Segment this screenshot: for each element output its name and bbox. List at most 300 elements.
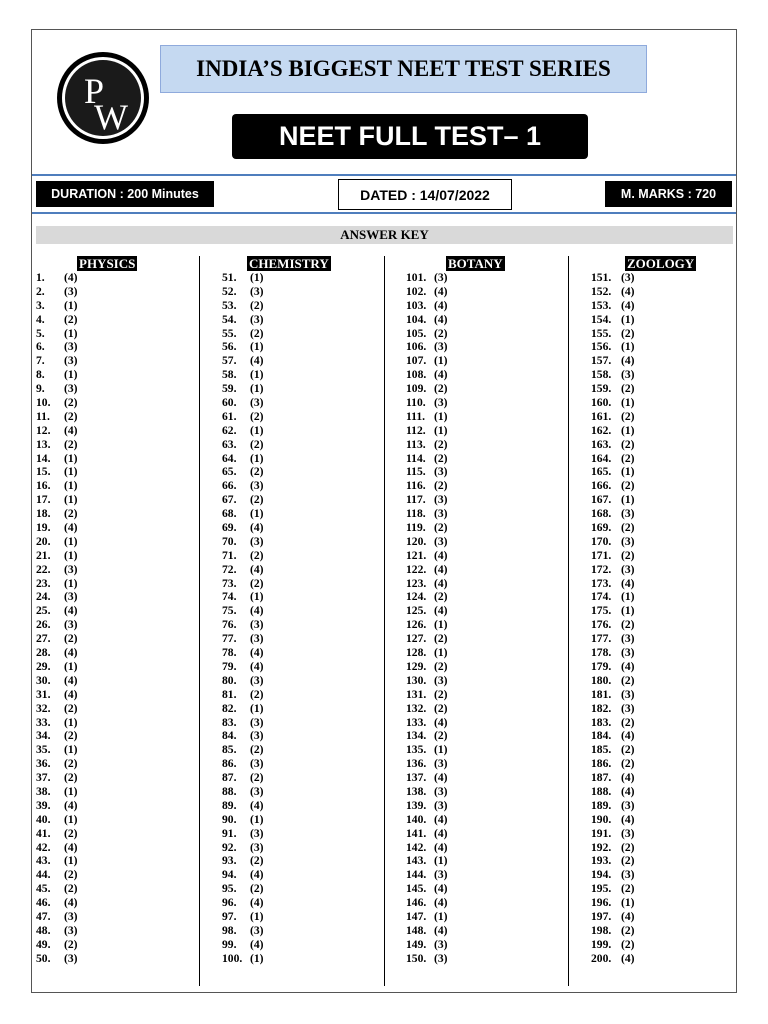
answer-option: (4) [434, 604, 448, 618]
question-number: 61. [222, 409, 237, 423]
answer-option: (1) [250, 340, 264, 354]
question-number: 78. [222, 646, 237, 660]
answer-option: (4) [64, 687, 78, 701]
question-number: 181. [591, 687, 612, 701]
answer-option: (1) [250, 451, 264, 465]
answer-row [36, 813, 78, 827]
answer-option: (2) [621, 673, 635, 687]
answer-row [406, 327, 448, 341]
answer-option: (1) [64, 479, 78, 493]
answer-row [36, 716, 78, 730]
answer-option: (3) [621, 271, 635, 284]
answer-option: (1) [64, 368, 78, 382]
answer-row [222, 952, 264, 966]
question-number: 138. [406, 784, 427, 798]
question-number: 89. [222, 798, 237, 812]
answer-option: (4) [621, 784, 635, 798]
answer-row [222, 674, 264, 688]
answer-row [406, 577, 448, 591]
answer-option: (2) [64, 868, 78, 882]
answer-row [222, 507, 264, 521]
answer-row [36, 854, 78, 868]
answer-option: (1) [64, 298, 78, 312]
answer-row [222, 438, 264, 452]
question-number: 190. [591, 812, 612, 826]
question-number: 120. [406, 534, 427, 548]
answer-option: (3) [621, 534, 635, 548]
answer-option: (2) [64, 882, 78, 896]
answer-option: (3) [64, 284, 78, 298]
answer-row [222, 660, 264, 674]
answer-option: (1) [434, 423, 448, 437]
question-number: 2. [36, 284, 45, 298]
column-divider [199, 256, 200, 986]
answer-option: (3) [621, 368, 635, 382]
question-number: 110. [406, 396, 426, 410]
answer-option: (4) [434, 562, 448, 576]
question-number: 111. [406, 409, 426, 423]
question-number: 87. [222, 771, 237, 785]
question-number: 69. [222, 521, 237, 535]
question-number: 133. [406, 715, 427, 729]
answer-option: (1) [250, 382, 264, 396]
answer-option: (2) [434, 521, 448, 535]
svg-text:P: P [83, 71, 105, 111]
question-number: 113. [406, 437, 426, 451]
answer-row [591, 799, 635, 813]
question-number: 126. [406, 618, 427, 632]
question-number: 71. [222, 548, 237, 562]
answer-option: (4) [250, 521, 264, 535]
answer-row [222, 549, 264, 563]
answer-option: (3) [621, 507, 635, 521]
question-number: 129. [406, 659, 427, 673]
question-number: 132. [406, 701, 427, 715]
answer-option: (4) [621, 771, 635, 785]
answer-option: (2) [64, 312, 78, 326]
answer-option: (4) [64, 521, 78, 535]
answer-row [222, 313, 264, 327]
answer-row [406, 799, 448, 813]
answer-row [406, 354, 448, 368]
question-number: 175. [591, 604, 612, 618]
answer-row [222, 702, 264, 716]
answer-row [222, 521, 264, 535]
answer-option: (2) [621, 479, 635, 493]
question-number: 90. [222, 812, 237, 826]
answer-option: (3) [250, 312, 264, 326]
answer-row [406, 438, 448, 452]
question-number: 108. [406, 368, 427, 382]
answer-option: (4) [434, 715, 448, 729]
answer-option: (4) [434, 840, 448, 854]
answer-option: (4) [434, 812, 448, 826]
date-label: DATED : 14/07/2022 [338, 179, 512, 210]
answer-option: (1) [250, 701, 264, 715]
question-number: 161. [591, 409, 612, 423]
answer-option: (4) [434, 548, 448, 562]
answer-option: (1) [621, 590, 635, 604]
question-number: 73. [222, 576, 237, 590]
question-number: 5. [36, 326, 45, 340]
question-number: 109. [406, 382, 427, 396]
question-number: 163. [591, 437, 612, 451]
answer-option: (3) [64, 382, 78, 396]
question-number: 43. [36, 854, 51, 868]
answer-option: (4) [250, 659, 264, 673]
answer-row [36, 618, 78, 632]
answer-option: (2) [250, 771, 264, 785]
question-number: 56. [222, 340, 237, 354]
answer-row [406, 702, 448, 716]
answer-row [591, 465, 635, 479]
answer-option: (2) [64, 757, 78, 771]
question-number: 76. [222, 618, 237, 632]
answer-row [591, 757, 635, 771]
answer-option: (4) [434, 771, 448, 785]
answer-row [406, 479, 448, 493]
answer-row [36, 285, 78, 299]
answer-row [591, 729, 635, 743]
question-number: 147. [406, 909, 427, 923]
answer-option: (3) [621, 868, 635, 882]
answer-option: (4) [434, 312, 448, 326]
answer-row [222, 827, 264, 841]
question-number: 186. [591, 757, 612, 771]
duration-label: DURATION : 200 Minutes [36, 181, 214, 207]
answer-row [406, 785, 448, 799]
question-number: 65. [222, 465, 237, 479]
answer-row [591, 285, 635, 299]
answer-option: (3) [434, 340, 448, 354]
answer-row [591, 521, 635, 535]
answer-row [222, 785, 264, 799]
subject-heading: PHYSICS [79, 256, 136, 271]
answer-row [222, 285, 264, 299]
question-number: 83. [222, 715, 237, 729]
answer-row [36, 632, 78, 646]
answer-option: (2) [621, 854, 635, 868]
answer-row [222, 410, 264, 424]
answer-option: (3) [621, 701, 635, 715]
answer-option: (4) [64, 604, 78, 618]
answer-row [591, 507, 635, 521]
answer-row [222, 896, 264, 910]
answer-option: (4) [621, 298, 635, 312]
answer-option: (2) [250, 493, 264, 507]
question-number: 58. [222, 368, 237, 382]
answer-row [406, 771, 448, 785]
answer-option: (3) [621, 646, 635, 660]
answer-option: (3) [434, 784, 448, 798]
answer-option: (4) [64, 673, 78, 687]
answer-row [222, 382, 264, 396]
answer-option: (2) [64, 632, 78, 646]
answer-row [36, 493, 78, 507]
answer-row [406, 521, 448, 535]
answer-option: (1) [250, 368, 264, 382]
question-number: 101. [406, 271, 427, 284]
answer-option: (3) [64, 923, 78, 937]
question-number: 67. [222, 493, 237, 507]
answer-option: (1) [64, 854, 78, 868]
question-number: 54. [222, 312, 237, 326]
answer-row [591, 674, 635, 688]
answer-row [591, 563, 635, 577]
question-number: 100. [222, 951, 243, 965]
answer-row [406, 368, 448, 382]
question-number: 59. [222, 382, 237, 396]
answer-option: (3) [64, 951, 78, 965]
question-number: 144. [406, 868, 427, 882]
answer-row [406, 868, 448, 882]
question-number: 1. [36, 271, 45, 284]
answer-row [406, 618, 448, 632]
answer-row [591, 868, 635, 882]
answer-option: (2) [64, 937, 78, 951]
answer-row [591, 924, 635, 938]
question-number: 148. [406, 923, 427, 937]
pw-logo [56, 51, 150, 145]
answer-row [222, 924, 264, 938]
answer-row [591, 493, 635, 507]
answer-row [406, 924, 448, 938]
question-number: 37. [36, 771, 51, 785]
question-number: 137. [406, 771, 427, 785]
answer-option: (2) [250, 854, 264, 868]
question-number: 124. [406, 590, 427, 604]
question-number: 24. [36, 590, 51, 604]
answer-row [591, 660, 635, 674]
question-number: 156. [591, 340, 612, 354]
question-number: 184. [591, 729, 612, 743]
answer-option: (1) [64, 451, 78, 465]
answer-row [406, 604, 448, 618]
answer-row [591, 535, 635, 549]
answer-option: (1) [64, 576, 78, 590]
question-number: 143. [406, 854, 427, 868]
question-number: 193. [591, 854, 612, 868]
question-number: 45. [36, 882, 51, 896]
question-number: 200. [591, 951, 612, 965]
answer-option: (4) [621, 354, 635, 368]
answer-option: (1) [64, 534, 78, 548]
answer-row [36, 938, 78, 952]
question-number: 38. [36, 784, 51, 798]
answer-row [222, 910, 264, 924]
answer-row [406, 535, 448, 549]
question-number: 139. [406, 798, 427, 812]
answer-option: (4) [434, 368, 448, 382]
question-number: 173. [591, 576, 612, 590]
answer-option: (4) [250, 562, 264, 576]
question-number: 79. [222, 659, 237, 673]
question-number: 192. [591, 840, 612, 854]
answer-row [406, 465, 448, 479]
answer-option: (3) [250, 840, 264, 854]
answer-option: (2) [64, 729, 78, 743]
question-number: 68. [222, 507, 237, 521]
answer-option: (3) [250, 715, 264, 729]
answer-row [406, 313, 448, 327]
answer-option: (1) [621, 312, 635, 326]
answer-option: (1) [434, 646, 448, 660]
answer-row [36, 799, 78, 813]
test-title: NEET FULL TEST– 1 [232, 114, 588, 159]
svg-text:W: W [94, 97, 128, 137]
question-number: 198. [591, 923, 612, 937]
answer-row [222, 340, 264, 354]
question-number: 50. [36, 951, 51, 965]
answer-option: (2) [621, 923, 635, 937]
answer-option: (1) [64, 743, 78, 757]
answer-row [591, 604, 635, 618]
question-number: 174. [591, 590, 612, 604]
question-number: 115. [406, 465, 426, 479]
question-number: 47. [36, 909, 51, 923]
answer-option: (3) [64, 618, 78, 632]
question-number: 162. [591, 423, 612, 437]
answer-row [406, 716, 448, 730]
answer-option: (2) [621, 743, 635, 757]
answer-option: (1) [250, 507, 264, 521]
answer-row [222, 354, 264, 368]
answer-option: (3) [434, 465, 448, 479]
answer-row [406, 896, 448, 910]
answer-row [591, 340, 635, 354]
answer-row [591, 952, 635, 966]
answer-option: (1) [250, 271, 264, 284]
answer-option: (3) [621, 687, 635, 701]
answer-option: (1) [64, 812, 78, 826]
series-banner: INDIA’S BIGGEST NEET TEST SERIES [160, 45, 647, 93]
answer-option: (1) [250, 423, 264, 437]
answer-row [36, 354, 78, 368]
answer-row [36, 507, 78, 521]
question-number: 19. [36, 521, 51, 535]
answer-row [36, 590, 78, 604]
answer-option: (1) [64, 784, 78, 798]
question-number: 112. [406, 423, 426, 437]
question-number: 195. [591, 882, 612, 896]
answer-row [406, 549, 448, 563]
answer-row [36, 577, 78, 591]
question-number: 93. [222, 854, 237, 868]
question-number: 80. [222, 673, 237, 687]
answer-option: (2) [621, 757, 635, 771]
question-number: 57. [222, 354, 237, 368]
answer-option: (1) [434, 618, 448, 632]
answer-option: (4) [250, 798, 264, 812]
answer-row [591, 382, 635, 396]
question-number: 52. [222, 284, 237, 298]
answer-row [36, 424, 78, 438]
question-number: 49. [36, 937, 51, 951]
answer-row [406, 410, 448, 424]
question-number: 142. [406, 840, 427, 854]
question-number: 114. [406, 451, 426, 465]
question-number: 104. [406, 312, 427, 326]
answer-option: (4) [434, 284, 448, 298]
answer-row [406, 299, 448, 313]
answer-option: (4) [64, 896, 78, 910]
answer-option: (2) [434, 659, 448, 673]
answer-row [222, 327, 264, 341]
answer-row [36, 396, 78, 410]
max-marks-label: M. MARKS : 720 [605, 181, 732, 207]
answer-option: (3) [434, 673, 448, 687]
answer-row [591, 327, 635, 341]
answer-row [591, 452, 635, 466]
question-number: 136. [406, 757, 427, 771]
answer-option: (2) [621, 409, 635, 423]
question-number: 168. [591, 507, 612, 521]
answer-row [222, 590, 264, 604]
answer-row [591, 313, 635, 327]
answer-row [222, 452, 264, 466]
question-number: 119. [406, 521, 426, 535]
answer-row [591, 827, 635, 841]
question-number: 92. [222, 840, 237, 854]
answer-row [222, 813, 264, 827]
answer-key-heading: ANSWER KEY [36, 226, 733, 244]
question-number: 25. [36, 604, 51, 618]
answer-option: (1) [64, 659, 78, 673]
answer-option: (4) [64, 423, 78, 437]
answer-option: (3) [434, 534, 448, 548]
question-number: 178. [591, 646, 612, 660]
answer-option: (1) [621, 465, 635, 479]
question-number: 15. [36, 465, 51, 479]
question-number: 95. [222, 882, 237, 896]
answer-option: (4) [434, 826, 448, 840]
column-divider [384, 256, 385, 986]
answer-row [36, 465, 78, 479]
answer-option: (3) [621, 798, 635, 812]
answer-option: (3) [621, 562, 635, 576]
answer-option: (2) [621, 382, 635, 396]
answer-option: (4) [64, 271, 78, 284]
answer-option: (3) [64, 340, 78, 354]
answer-option: (3) [250, 826, 264, 840]
answer-row [406, 590, 448, 604]
question-number: 187. [591, 771, 612, 785]
answer-option: (1) [434, 854, 448, 868]
question-number: 22. [36, 562, 51, 576]
question-number: 197. [591, 909, 612, 923]
answer-row [406, 757, 448, 771]
answer-row [591, 882, 635, 896]
answer-row [591, 841, 635, 855]
answer-row [222, 646, 264, 660]
answer-row [591, 410, 635, 424]
answer-option: (4) [64, 798, 78, 812]
question-number: 171. [591, 548, 612, 562]
question-number: 8. [36, 368, 45, 382]
question-number: 155. [591, 326, 612, 340]
answer-row [36, 660, 78, 674]
answer-option: (4) [434, 576, 448, 590]
question-number: 51. [222, 271, 237, 284]
question-number: 151. [591, 271, 612, 284]
question-number: 164. [591, 451, 612, 465]
answer-row [591, 854, 635, 868]
question-number: 97. [222, 909, 237, 923]
question-number: 4. [36, 312, 45, 326]
answer-option: (2) [434, 729, 448, 743]
answer-row [222, 841, 264, 855]
answer-option: (3) [250, 757, 264, 771]
